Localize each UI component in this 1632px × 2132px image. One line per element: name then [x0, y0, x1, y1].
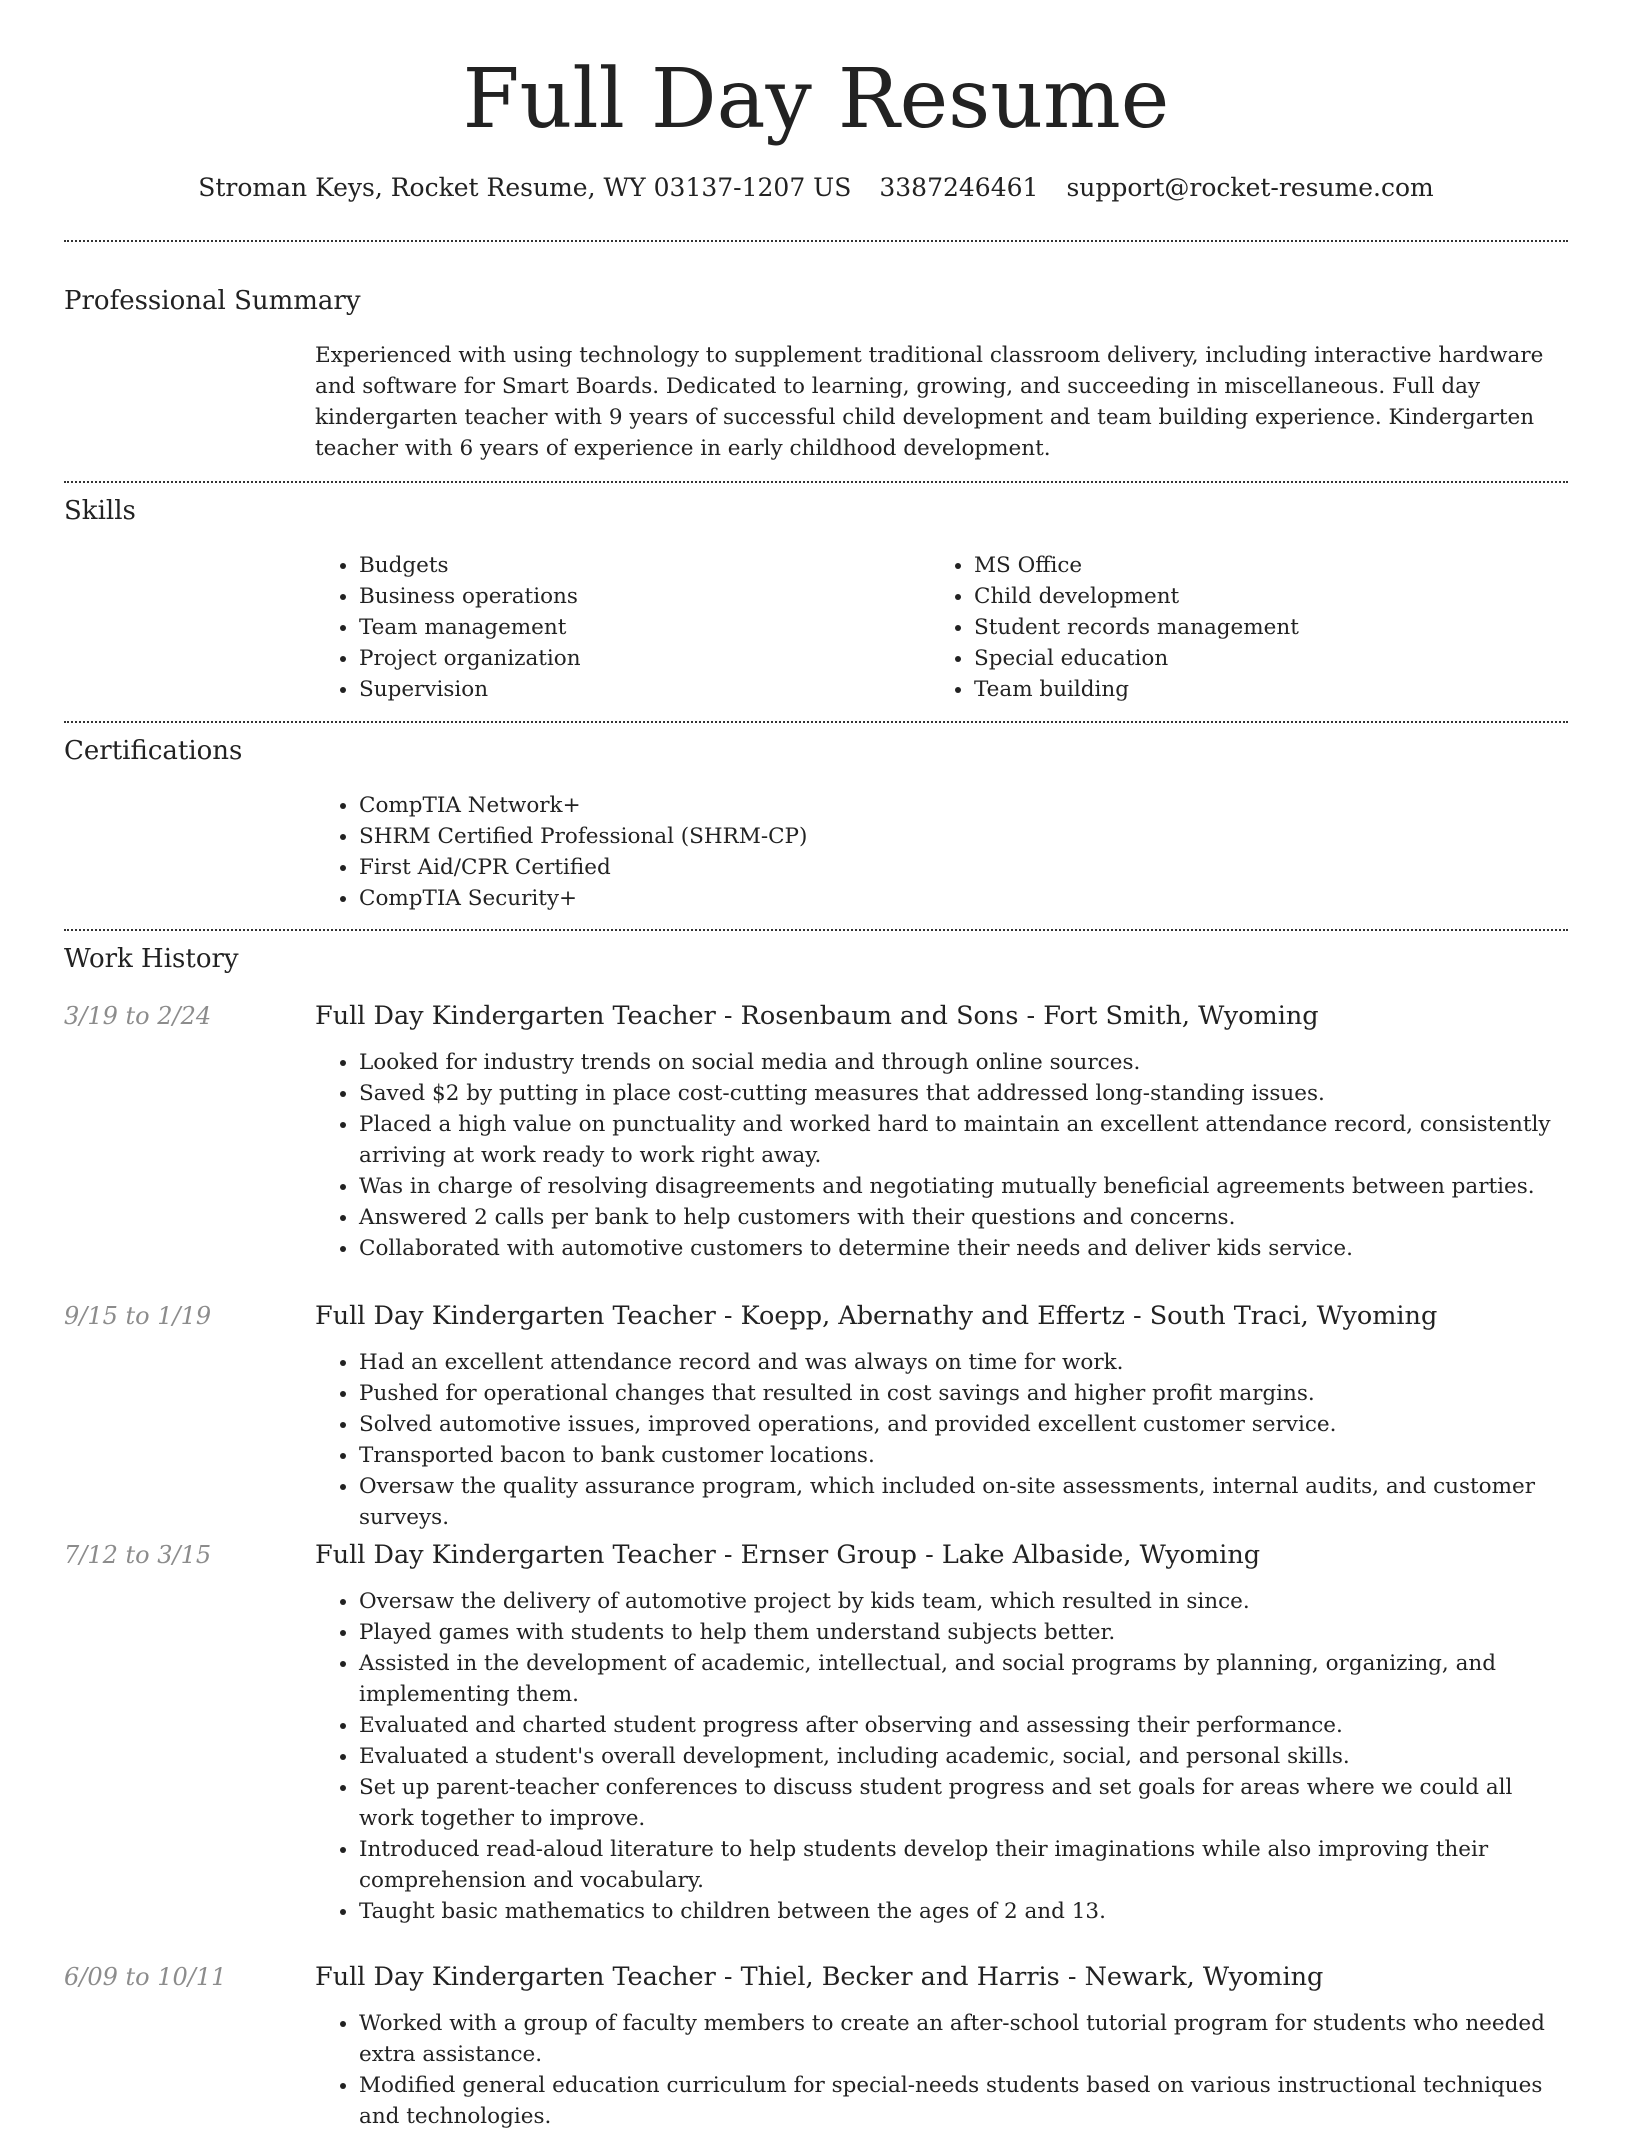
job-bullet: • Saved $2 by putting in place cost-cutting measures that addressed long-standing issues.: [359, 1078, 1568, 1109]
divider: [64, 721, 1568, 723]
contact-email: support@rocket-resume.com: [1066, 173, 1434, 202]
job-bullet: • Had an excellent attendance record and was always on time for work.: [359, 1347, 1568, 1378]
job-bullet: • Worked with a group of faculty members to create an after-school tutorial program for students who needed extra assistance.: [359, 2008, 1568, 2070]
skill-item: • Business operations: [359, 581, 930, 612]
job-bullet: • Pushed for operational changes that resulted in cost savings and higher profit margins.: [359, 1378, 1568, 1409]
job-dates: 7/12 to 3/15: [64, 1541, 212, 1569]
resume-name: Full Day Resume: [462, 52, 1170, 147]
skill-item: • Special education: [974, 643, 1545, 674]
job-bullet: • Oversaw the quality assurance program, which included on-site assessments, internal audits, and customer surveys.: [359, 1471, 1568, 1533]
job-bullets: [315, 1047, 1568, 1264]
job-dates: 6/09 to 10/11: [64, 1963, 227, 1991]
job-bullet: • Solved automotive issues, improved operations, and provided excellent customer service.: [359, 1409, 1568, 1440]
job-dates: 3/19 to 2/24: [64, 1002, 212, 1030]
skill-item: • Budgets: [359, 550, 930, 581]
job-bullet: • Transported bacon to bank customer locations.: [359, 1440, 1568, 1471]
skill-item: • Student records management: [974, 612, 1545, 643]
skills-heading: Skills: [64, 496, 136, 526]
skill-item: • MS Office: [974, 550, 1545, 581]
skill-item: • Team building: [974, 674, 1545, 705]
contact-line: [0, 170, 1632, 206]
job-bullet: • Was in charge of resolving disagreements and negotiating mutually beneficial agreements between parties.: [359, 1171, 1568, 1202]
job-bullet: • Oversaw the delivery of automotive project by kids team, which resulted in since.: [359, 1586, 1568, 1617]
job-bullet: • Taught basic mathematics to children between the ages of 2 and 13.: [359, 1896, 1568, 1927]
job-bullet: • Assisted in the development of academic, intellectual, and social programs by planning, organizing, and implementing them.: [359, 1648, 1568, 1710]
certifications-list: [315, 790, 1568, 914]
job-title: Full Day Kindergarten Teacher - Rosenbaum and Sons - Fort Smith, Wyoming: [315, 1001, 1319, 1031]
skills-column-right: [930, 550, 1545, 705]
job-bullets: [315, 2008, 1568, 2132]
skill-item: • Team management: [359, 612, 930, 643]
skills-column-left: [315, 550, 930, 705]
job-title: Full Day Kindergarten Teacher - Koepp, Abernathy and Effertz - South Traci, Wyoming: [315, 1301, 1438, 1331]
job-bullet: • Modified general education curriculum for special-needs students based on various instructional techniques and technologies.: [359, 2070, 1568, 2132]
contact-address: Stroman Keys, Rocket Resume, WY 03137-1207 US: [198, 173, 852, 202]
skill-item: • Project organization: [359, 643, 930, 674]
job-bullet: • Placed a high value on punctuality and worked hard to maintain an excellent attendance record, consistently arriving at work ready to work right away.: [359, 1109, 1568, 1171]
job-bullet: • Answered 2 calls per bank to help customers with their questions and concerns.: [359, 1202, 1568, 1233]
job-bullets: [315, 1347, 1568, 1533]
job-bullet: • Evaluated and charted student progress after observing and assessing their performance.: [359, 1710, 1568, 1741]
divider: [64, 929, 1568, 931]
certification-item: • CompTIA Network+: [359, 790, 1568, 821]
work-history-heading: Work History: [64, 944, 239, 974]
certifications-heading: Certifications: [64, 736, 243, 766]
job-bullet: • Evaluated a student's overall development, including academic, social, and personal skills.: [359, 1741, 1568, 1772]
job-dates: 9/15 to 1/19: [64, 1302, 212, 1330]
divider: [64, 240, 1568, 242]
summary-text: Experienced with using technology to supplement traditional classroom delivery, including interactive hardware and software for Smart Boards. Dedicated to learning, growing, and succeeding in miscellaneous. Full day kindergarten teacher with 9 years of successful child development and team building experience. Kindergarten teacher with 6 years of experience in early childhood development.: [315, 343, 1544, 461]
skills-list: [315, 550, 1568, 705]
skill-item: • Child development: [974, 581, 1545, 612]
job-bullet: • Set up parent-teacher conferences to discuss student progress and set goals for areas where we could all work together to improve.: [359, 1772, 1568, 1834]
job-bullet: • Played games with students to help them understand subjects better.: [359, 1617, 1568, 1648]
job-bullet: • Collaborated with automotive customers to determine their needs and deliver kids service.: [359, 1233, 1568, 1264]
certification-item: • First Aid/CPR Certified: [359, 852, 1568, 883]
job-bullets: [315, 1586, 1568, 1927]
divider: [64, 481, 1568, 483]
certification-item: • CompTIA Security+: [359, 883, 1568, 914]
job-title: Full Day Kindergarten Teacher - Thiel, Becker and Harris - Newark, Wyoming: [315, 1962, 1324, 1992]
summary-heading: Professional Summary: [64, 286, 361, 316]
job-title: Full Day Kindergarten Teacher - Ernser Group - Lake Albaside, Wyoming: [315, 1540, 1261, 1570]
skill-item: • Supervision: [359, 674, 930, 705]
contact-phone: 3387246461: [879, 173, 1039, 202]
job-bullet: • Introduced read-aloud literature to help students develop their imaginations while also improving their comprehension and vocabulary.: [359, 1834, 1568, 1896]
job-bullet: • Looked for industry trends on social media and through online sources.: [359, 1047, 1568, 1078]
certification-item: • SHRM Certified Professional (SHRM-CP): [359, 821, 1568, 852]
